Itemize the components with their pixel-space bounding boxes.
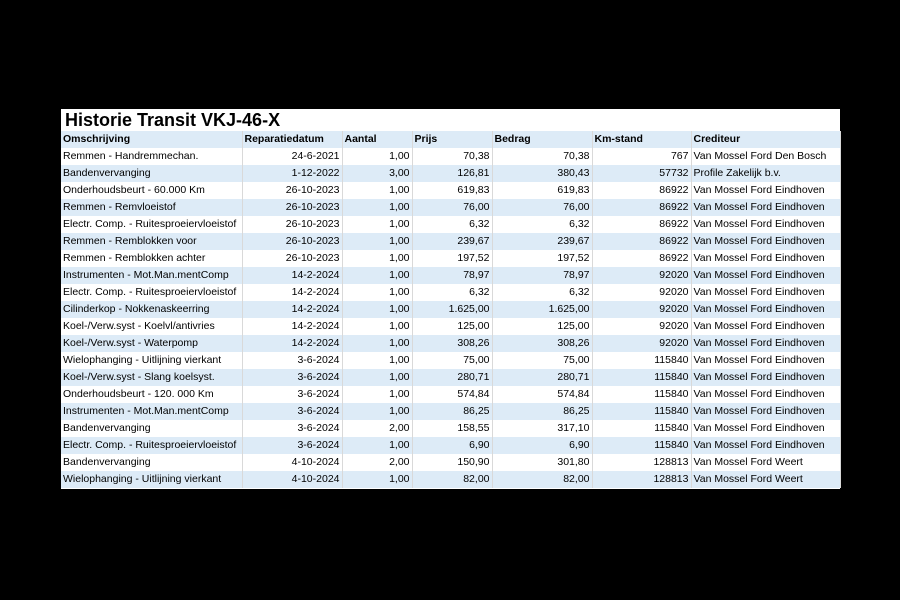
table-row <box>61 233 840 250</box>
table-row <box>61 471 840 488</box>
cell-omschrijving[interactable]: Remmen - Remvloeistof <box>61 199 242 216</box>
cell-crediteur[interactable]: Van Mossel Ford Eindhoven <box>691 352 840 369</box>
cell-bedrag[interactable]: 280,71 <box>492 369 592 386</box>
cell-omschrijving[interactable]: Onderhoudsbeurt - 60.000 Km <box>61 182 242 199</box>
cell-omschrijving[interactable]: Remmen - Handremmechan. <box>61 148 242 165</box>
cell-prijs[interactable]: 150,90 <box>412 454 492 471</box>
cell-prijs[interactable]: 76,00 <box>412 199 492 216</box>
cell-aantal[interactable]: 1,00 <box>342 352 412 369</box>
cell-km-stand[interactable]: 128813 <box>592 471 691 488</box>
cell-crediteur[interactable]: Van Mossel Ford Eindhoven <box>691 284 840 301</box>
cell-km-stand[interactable]: 86922 <box>592 182 691 199</box>
table-row <box>61 437 840 454</box>
column-header-reparatiedatum[interactable]: Reparatiedatum <box>242 131 342 148</box>
cell-km-stand[interactable]: 92020 <box>592 301 691 318</box>
cell-prijs[interactable]: 126,81 <box>412 165 492 182</box>
header-row <box>61 131 840 148</box>
cell-crediteur[interactable]: Van Mossel Ford Eindhoven <box>691 420 840 437</box>
cell-bedrag[interactable]: 619,83 <box>492 182 592 199</box>
table-row <box>61 369 840 386</box>
cell-reparatiedatum[interactable]: 3-6-2024 <box>242 352 342 369</box>
cell-prijs[interactable]: 1.625,00 <box>412 301 492 318</box>
cell-crediteur[interactable]: Van Mossel Ford Weert <box>691 454 840 471</box>
cell-reparatiedatum[interactable]: 3-6-2024 <box>242 369 342 386</box>
cell-bedrag[interactable]: 82,00 <box>492 471 592 488</box>
cell-km-stand[interactable]: 86922 <box>592 250 691 267</box>
cell-aantal[interactable]: 2,00 <box>342 420 412 437</box>
cell-aantal[interactable]: 1,00 <box>342 182 412 199</box>
column-header-crediteur[interactable]: Crediteur <box>691 131 840 148</box>
cell-crediteur[interactable]: Van Mossel Ford Eindhoven <box>691 301 840 318</box>
table-row <box>61 335 840 352</box>
cell-aantal[interactable]: 1,00 <box>342 216 412 233</box>
cell-aantal[interactable]: 1,00 <box>342 267 412 284</box>
cell-crediteur[interactable]: Van Mossel Ford Eindhoven <box>691 267 840 284</box>
cell-aantal[interactable]: 1,00 <box>342 301 412 318</box>
cell-reparatiedatum[interactable]: 14-2-2024 <box>242 301 342 318</box>
cell-crediteur[interactable]: Van Mossel Ford Eindhoven <box>691 386 840 403</box>
cell-omschrijving[interactable]: Koel-/Verw.syst - Koelvl/antivries <box>61 318 242 335</box>
cell-prijs[interactable]: 158,55 <box>412 420 492 437</box>
spreadsheet <box>61 109 840 489</box>
cell-omschrijving[interactable]: Instrumenten - Mot.Man.mentComp <box>61 403 242 420</box>
cell-bedrag[interactable]: 70,38 <box>492 148 592 165</box>
table-row <box>61 182 840 199</box>
cell-reparatiedatum[interactable]: 26-10-2023 <box>242 216 342 233</box>
cell-bedrag[interactable]: 197,52 <box>492 250 592 267</box>
cell-reparatiedatum[interactable]: 4-10-2024 <box>242 471 342 488</box>
table-row <box>61 165 840 182</box>
cell-omschrijving[interactable]: Koel-/Verw.syst - Waterpomp <box>61 335 242 352</box>
cell-km-stand[interactable]: 115840 <box>592 403 691 420</box>
table-row <box>61 403 840 420</box>
cell-crediteur[interactable]: Van Mossel Ford Eindhoven <box>691 335 840 352</box>
cell-reparatiedatum[interactable]: 3-6-2024 <box>242 437 342 454</box>
cell-bedrag[interactable]: 574,84 <box>492 386 592 403</box>
table-row <box>61 301 840 318</box>
cell-crediteur[interactable]: Van Mossel Ford Eindhoven <box>691 369 840 386</box>
cell-omschrijving[interactable]: Electr. Comp. - Ruitesproeiervloeistof <box>61 284 242 301</box>
cell-km-stand[interactable]: 92020 <box>592 335 691 352</box>
cell-km-stand[interactable]: 92020 <box>592 284 691 301</box>
table-row <box>61 267 840 284</box>
cell-prijs[interactable]: 82,00 <box>412 471 492 488</box>
cell-km-stand[interactable]: 57732 <box>592 165 691 182</box>
cell-km-stand[interactable]: 92020 <box>592 267 691 284</box>
cell-prijs[interactable]: 125,00 <box>412 318 492 335</box>
cell-reparatiedatum[interactable]: 3-6-2024 <box>242 420 342 437</box>
table-row <box>61 420 840 437</box>
cell-crediteur[interactable]: Van Mossel Ford Den Bosch <box>691 148 840 165</box>
cell-omschrijving[interactable]: Instrumenten - Mot.Man.mentComp <box>61 267 242 284</box>
cell-aantal[interactable]: 1,00 <box>342 403 412 420</box>
cell-prijs[interactable]: 308,26 <box>412 335 492 352</box>
cell-crediteur[interactable]: Van Mossel Ford Eindhoven <box>691 437 840 454</box>
table-row <box>61 352 840 369</box>
cell-aantal[interactable]: 1,00 <box>342 284 412 301</box>
cell-prijs[interactable]: 6,32 <box>412 284 492 301</box>
cell-reparatiedatum[interactable]: 1-12-2022 <box>242 165 342 182</box>
cell-prijs[interactable]: 86,25 <box>412 403 492 420</box>
repair-history-table <box>61 131 841 488</box>
cell-prijs[interactable]: 78,97 <box>412 267 492 284</box>
cell-km-stand[interactable]: 115840 <box>592 386 691 403</box>
cell-omschrijving[interactable]: Wielophanging - Uitlijning vierkant <box>61 471 242 488</box>
column-header-km-stand[interactable]: Km-stand <box>592 131 691 148</box>
cell-omschrijving[interactable]: Bandenvervanging <box>61 454 242 471</box>
cell-km-stand[interactable]: 115840 <box>592 420 691 437</box>
cell-aantal[interactable]: 2,00 <box>342 454 412 471</box>
cell-aantal[interactable]: 1,00 <box>342 369 412 386</box>
cell-reparatiedatum[interactable]: 14-2-2024 <box>242 318 342 335</box>
cell-omschrijving[interactable]: Onderhoudsbeurt - 120. 000 Km <box>61 386 242 403</box>
cell-bedrag[interactable]: 301,80 <box>492 454 592 471</box>
cell-reparatiedatum[interactable]: 14-2-2024 <box>242 267 342 284</box>
cell-km-stand[interactable]: 92020 <box>592 318 691 335</box>
table-row <box>61 454 840 471</box>
cell-crediteur[interactable]: Van Mossel Ford Eindhoven <box>691 182 840 199</box>
cell-km-stand[interactable]: 128813 <box>592 454 691 471</box>
cell-prijs[interactable]: 70,38 <box>412 148 492 165</box>
cell-omschrijving[interactable]: Koel-/Verw.syst - Slang koelsyst. <box>61 369 242 386</box>
cell-crediteur[interactable]: Profile Zakelijk b.v. <box>691 165 840 182</box>
cell-reparatiedatum[interactable]: 26-10-2023 <box>242 182 342 199</box>
cell-aantal[interactable]: 1,00 <box>342 437 412 454</box>
column-header-bedrag[interactable]: Bedrag <box>492 131 592 148</box>
cell-crediteur[interactable]: Van Mossel Ford Eindhoven <box>691 403 840 420</box>
cell-aantal[interactable]: 1,00 <box>342 199 412 216</box>
cell-prijs[interactable]: 574,84 <box>412 386 492 403</box>
cell-omschrijving[interactable]: Wielophanging - Uitlijning vierkant <box>61 352 242 369</box>
cell-bedrag[interactable]: 6,90 <box>492 437 592 454</box>
cell-omschrijving[interactable]: Remmen - Remblokken achter <box>61 250 242 267</box>
cell-prijs[interactable]: 280,71 <box>412 369 492 386</box>
cell-bedrag[interactable]: 1.625,00 <box>492 301 592 318</box>
cell-reparatiedatum[interactable]: 24-6-2021 <box>242 148 342 165</box>
cell-reparatiedatum[interactable]: 26-10-2023 <box>242 199 342 216</box>
cell-km-stand[interactable]: 115840 <box>592 352 691 369</box>
cell-omschrijving[interactable]: Bandenvervanging <box>61 420 242 437</box>
cell-reparatiedatum[interactable]: 4-10-2024 <box>242 454 342 471</box>
column-header-prijs[interactable]: Prijs <box>412 131 492 148</box>
cell-omschrijving[interactable]: Bandenvervanging <box>61 165 242 182</box>
cell-omschrijving[interactable]: Electr. Comp. - Ruitesproeiervloeistof <box>61 216 242 233</box>
cell-bedrag[interactable]: 75,00 <box>492 352 592 369</box>
cell-prijs[interactable]: 75,00 <box>412 352 492 369</box>
column-header-omschrijving[interactable]: Omschrijving <box>61 131 242 148</box>
table-row <box>61 318 840 335</box>
cell-prijs[interactable]: 239,67 <box>412 233 492 250</box>
table-row <box>61 284 840 301</box>
cell-km-stand[interactable]: 767 <box>592 148 691 165</box>
table-row <box>61 216 840 233</box>
table-body <box>61 148 840 488</box>
cell-km-stand[interactable]: 86922 <box>592 216 691 233</box>
cell-crediteur[interactable]: Van Mossel Ford Eindhoven <box>691 318 840 335</box>
cell-km-stand[interactable]: 115840 <box>592 369 691 386</box>
cell-reparatiedatum[interactable]: 3-6-2024 <box>242 403 342 420</box>
cell-omschrijving[interactable]: Electr. Comp. - Ruitesproeiervloeistof <box>61 437 242 454</box>
cell-crediteur[interactable]: Van Mossel Ford Eindhoven <box>691 250 840 267</box>
sheet-title: Historie Transit VKJ-46-X <box>65 110 281 130</box>
cell-bedrag[interactable]: 78,97 <box>492 267 592 284</box>
cell-reparatiedatum[interactable]: 26-10-2023 <box>242 233 342 250</box>
cell-bedrag[interactable]: 308,26 <box>492 335 592 352</box>
cell-bedrag[interactable]: 6,32 <box>492 216 592 233</box>
cell-prijs[interactable]: 6,90 <box>412 437 492 454</box>
cell-aantal[interactable]: 1,00 <box>342 471 412 488</box>
cell-reparatiedatum[interactable]: 14-2-2024 <box>242 335 342 352</box>
cell-reparatiedatum[interactable]: 26-10-2023 <box>242 250 342 267</box>
table-row <box>61 199 840 216</box>
cell-bedrag[interactable]: 317,10 <box>492 420 592 437</box>
cell-aantal[interactable]: 1,00 <box>342 250 412 267</box>
table-row <box>61 148 840 165</box>
table-row <box>61 250 840 267</box>
cell-aantal[interactable]: 1,00 <box>342 386 412 403</box>
cell-bedrag[interactable]: 86,25 <box>492 403 592 420</box>
table-row <box>61 386 840 403</box>
cell-omschrijving[interactable]: Remmen - Remblokken voor <box>61 233 242 250</box>
cell-km-stand[interactable]: 115840 <box>592 437 691 454</box>
cell-aantal[interactable]: 1,00 <box>342 335 412 352</box>
cell-km-stand[interactable]: 86922 <box>592 199 691 216</box>
cell-prijs[interactable]: 619,83 <box>412 182 492 199</box>
cell-crediteur[interactable]: Van Mossel Ford Eindhoven <box>691 233 840 250</box>
cell-bedrag[interactable]: 380,43 <box>492 165 592 182</box>
cell-reparatiedatum[interactable]: 14-2-2024 <box>242 284 342 301</box>
cell-bedrag[interactable]: 6,32 <box>492 284 592 301</box>
cell-bedrag[interactable]: 76,00 <box>492 199 592 216</box>
cell-km-stand[interactable]: 86922 <box>592 233 691 250</box>
cell-aantal[interactable]: 3,00 <box>342 165 412 182</box>
cell-omschrijving[interactable]: Cilinderkop - Nokkenaskeerring <box>61 301 242 318</box>
cell-crediteur[interactable]: Van Mossel Ford Eindhoven <box>691 216 840 233</box>
cell-aantal[interactable]: 1,00 <box>342 233 412 250</box>
cell-crediteur[interactable]: Van Mossel Ford Weert <box>691 471 840 488</box>
cell-prijs[interactable]: 6,32 <box>412 216 492 233</box>
cell-bedrag[interactable]: 125,00 <box>492 318 592 335</box>
cell-prijs[interactable]: 197,52 <box>412 250 492 267</box>
cell-aantal[interactable]: 1,00 <box>342 318 412 335</box>
cell-aantal[interactable]: 1,00 <box>342 148 412 165</box>
column-header-aantal[interactable]: Aantal <box>342 131 412 148</box>
cell-crediteur[interactable]: Van Mossel Ford Eindhoven <box>691 199 840 216</box>
cell-bedrag[interactable]: 239,67 <box>492 233 592 250</box>
cell-reparatiedatum[interactable]: 3-6-2024 <box>242 386 342 403</box>
